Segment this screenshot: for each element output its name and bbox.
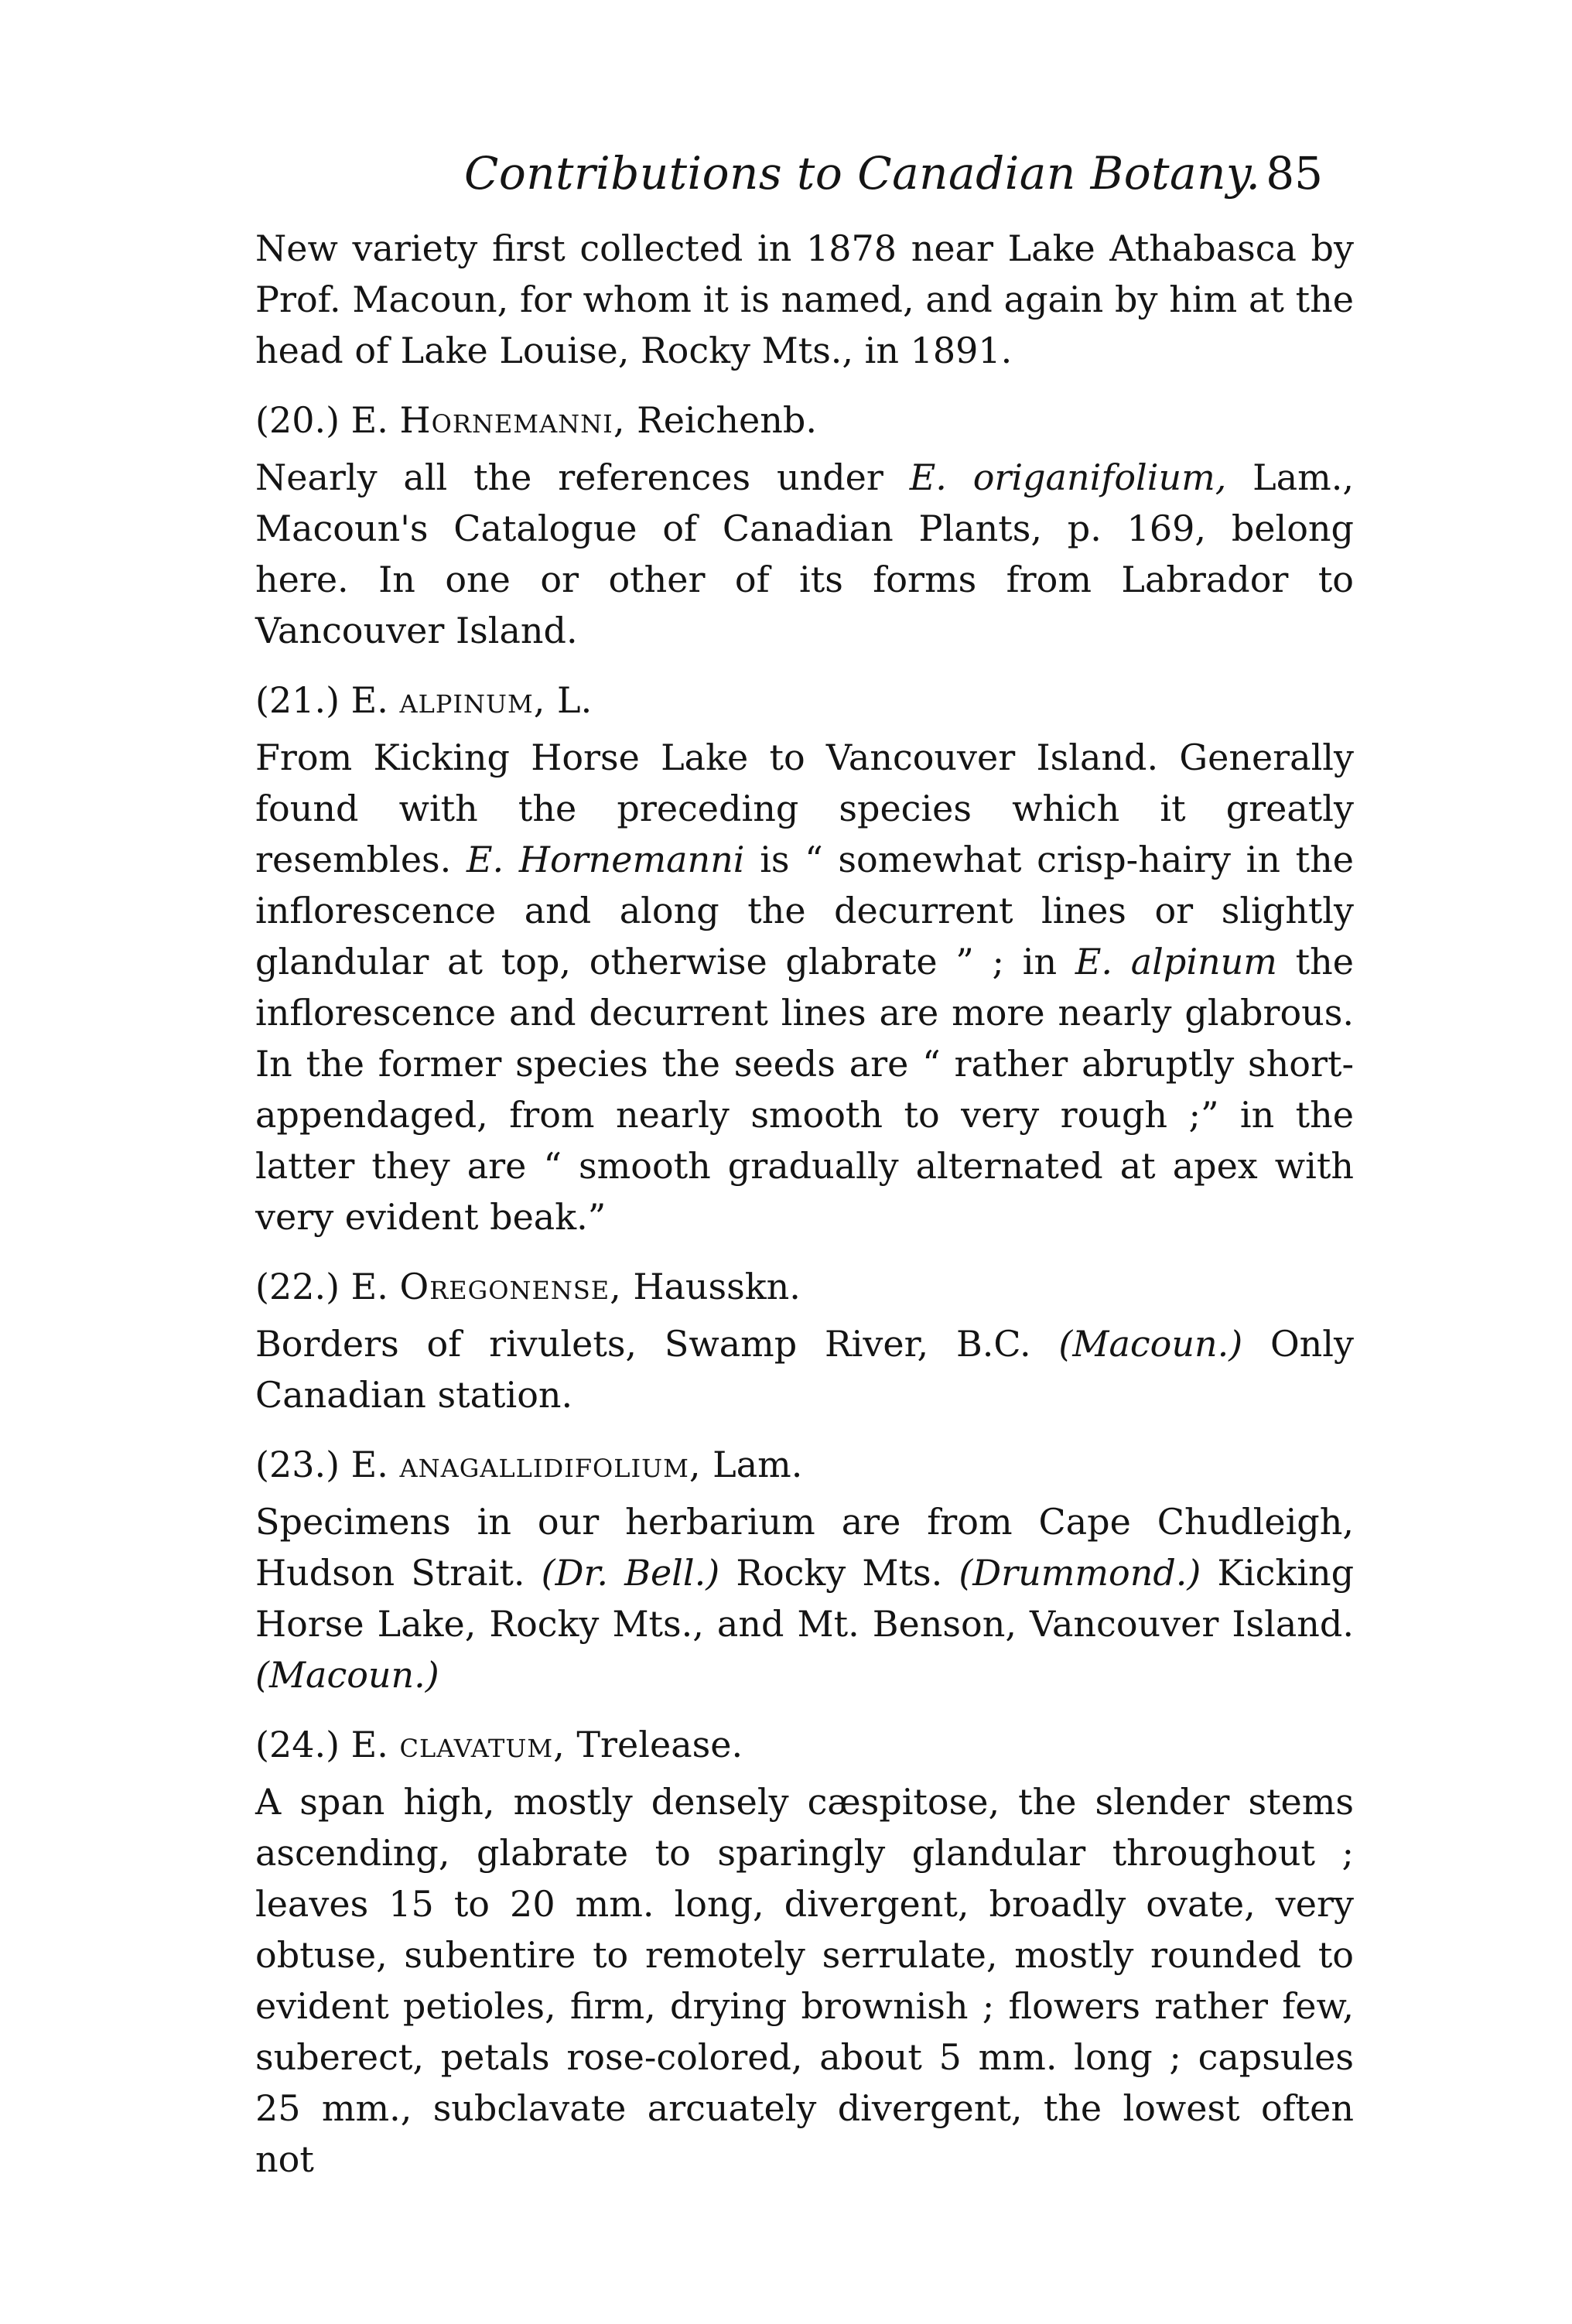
species-number: (22.) E.	[255, 1266, 388, 1307]
paragraph-text: Specimens in our herbarium are from Cape Chudleigh, Hudson Strait.	[255, 1501, 1354, 1594]
book-page	[255, 132, 1354, 2185]
paragraph-text: is “ somewhat crisp-hairy in the inflorescence and along the decurrent lines or slightly glandular at top, otherwise glabrate ” ; in	[255, 839, 1354, 983]
species-paragraph-24	[255, 1776, 1354, 2185]
paragraph-text: Nearly all the references under	[255, 456, 883, 498]
italic-text: (Dr. Bell.)	[541, 1552, 720, 1594]
species-authority: Reichenb.	[637, 399, 817, 441]
page-header	[255, 132, 1354, 217]
species-name: Oregonense,	[399, 1266, 622, 1307]
running-title: Contributions to Canadian Botany.	[464, 147, 1261, 200]
species-heading-20	[255, 395, 1354, 446]
italic-text: E. Hornemanni	[466, 839, 745, 880]
species-number: (21.) E.	[255, 679, 388, 721]
species-name: Hornemanni,	[399, 399, 626, 441]
species-authority: L.	[557, 679, 593, 721]
paragraph-text: Borders of rivulets, Swamp River, B.C.	[255, 1323, 1031, 1365]
species-name: clavatum,	[399, 1724, 566, 1765]
species-heading-22	[255, 1261, 1354, 1312]
species-heading-21	[255, 675, 1354, 726]
paragraph-text: A span high, mostly densely cæspitose, the slender stems ascending, glabrate to sparingly glandular throughout ; leaves 15 to 20 mm. long, divergent, broadly ovate, very obtuse, subentire to remotely serrulate, mostly rounded to evident petioles, firm, drying brownish ; flowers rather few, suberect, petals rose-colored, about 5 mm. long ; capsules 25 mm., subclavate arcuately divergent, the lowest often not	[255, 1781, 1354, 2180]
paragraph-text: the inflorescence and decurrent lines are more nearly glabrous. In the former species the seeds are “ rather abruptly short-appendaged, from nearly smooth to very rough ;” in the latter they are “ smooth gradually alternated at apex with very evident beak.”	[255, 941, 1355, 1238]
paragraph-text: New variety first collected in 1878 near Lake Athabasca by Prof. Macoun, for whom it is named, and again by him at the head of Lake Louise, Rocky Mts., in 1891.	[255, 227, 1354, 371]
species-number: (20.) E.	[255, 399, 388, 441]
italic-text: E. origanifolium,	[909, 456, 1227, 498]
species-authority: Lam.	[713, 1444, 803, 1485]
species-paragraph-23	[255, 1496, 1354, 1700]
paragraph-text: Lam., Macoun's Catalogue of Canadian Plants, p. 169, belong here. In one or other of its forms from Labrador to Vancouver Island.	[255, 456, 1354, 651]
species-number: (24.) E.	[255, 1724, 388, 1765]
paragraph-variety-note	[255, 223, 1354, 376]
species-number: (23.) E.	[255, 1444, 388, 1485]
species-name: anagallidifolium,	[399, 1444, 702, 1485]
italic-text: (Macoun.)	[1058, 1323, 1243, 1365]
species-authority: Trelease.	[576, 1724, 743, 1765]
paragraph-text: Only Canadian station.	[255, 1323, 1354, 1416]
species-paragraph-21	[255, 732, 1354, 1242]
species-paragraph-20	[255, 452, 1354, 656]
paragraph-text: Rocky Mts.	[736, 1552, 943, 1594]
page-number: 85	[1266, 147, 1323, 200]
italic-text: (Drummond.)	[959, 1552, 1201, 1594]
italic-text: (Macoun.)	[255, 1654, 439, 1696]
species-heading-23	[255, 1439, 1354, 1490]
species-paragraph-22	[255, 1318, 1354, 1420]
italic-text: E. alpinum	[1075, 941, 1277, 983]
species-authority: Hausskn.	[633, 1266, 801, 1307]
species-name: alpinum,	[399, 679, 546, 721]
paragraph-text: From Kicking Horse Lake to Vancouver Island. Generally found with the preceding species which it greatly resembles.	[255, 737, 1354, 880]
paragraph-text: Kicking Horse Lake, Rocky Mts., and Mt. Benson, Vancouver Island.	[255, 1552, 1355, 1645]
species-heading-24	[255, 1719, 1354, 1770]
